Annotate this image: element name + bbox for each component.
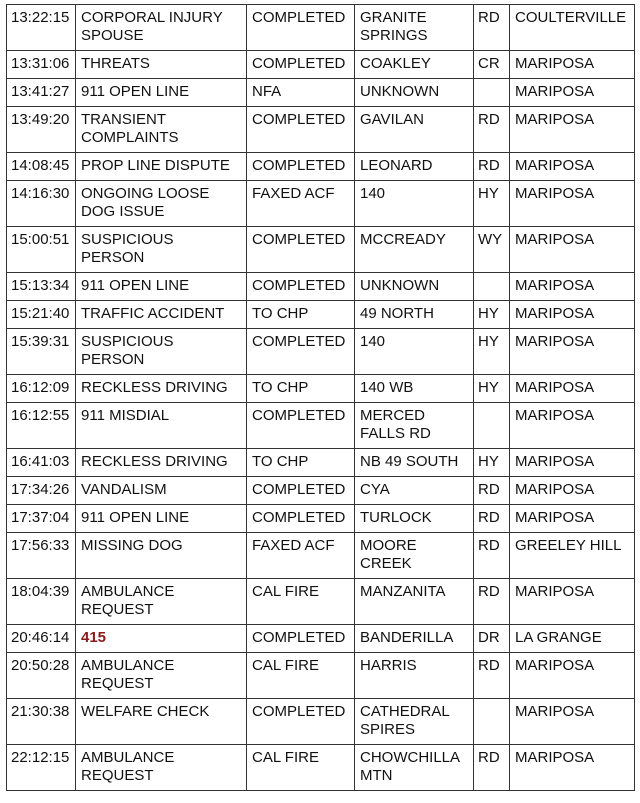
call-time-cell: 14:16:30 xyxy=(7,181,76,227)
street-suffix-cell: HY xyxy=(474,301,510,329)
disposition-cell: TO CHP xyxy=(247,375,355,403)
call-time-cell: 13:22:15 xyxy=(7,5,76,51)
street-cell: BANDERILLA xyxy=(355,625,474,653)
disposition-cell: COMPLETED xyxy=(247,625,355,653)
disposition-cell: COMPLETED xyxy=(247,403,355,449)
call-time-cell: 17:56:33 xyxy=(7,533,76,579)
city-cell: MARIPOSA xyxy=(510,477,635,505)
street-cell: MERCED FALLS RD xyxy=(355,403,474,449)
call-time-cell: 13:41:27 xyxy=(7,79,76,107)
street-suffix-cell: RD xyxy=(474,533,510,579)
table-row xyxy=(7,329,635,375)
street-suffix-cell: RD xyxy=(474,477,510,505)
street-cell: COAKLEY xyxy=(355,51,474,79)
street-suffix-cell: RD xyxy=(474,505,510,533)
street-suffix-cell: RD xyxy=(474,153,510,181)
street-cell: CYA xyxy=(355,477,474,505)
table-row xyxy=(7,625,635,653)
table-row xyxy=(7,273,635,301)
street-suffix-cell xyxy=(474,79,510,107)
call-time-cell: 17:34:26 xyxy=(7,477,76,505)
street-cell: CATHEDRAL SPIRES xyxy=(355,699,474,745)
disposition-cell: COMPLETED xyxy=(247,153,355,181)
street-cell: GRANITE SPRINGS xyxy=(355,5,474,51)
street-cell: NB 49 SOUTH xyxy=(355,449,474,477)
call-log-body xyxy=(7,5,635,791)
street-cell: HARRIS xyxy=(355,653,474,699)
call-type-cell: VANDALISM xyxy=(76,477,247,505)
street-suffix-cell: HY xyxy=(474,329,510,375)
street-cell: 140 WB xyxy=(355,375,474,403)
city-cell: COULTERVILLE xyxy=(510,5,635,51)
call-log-table xyxy=(6,4,635,791)
call-type-cell: THREATS xyxy=(76,51,247,79)
city-cell: MARIPOSA xyxy=(510,653,635,699)
table-row xyxy=(7,107,635,153)
city-cell: LA GRANGE xyxy=(510,625,635,653)
disposition-cell: COMPLETED xyxy=(247,699,355,745)
street-cell: UNKNOWN xyxy=(355,273,474,301)
disposition-cell: TO CHP xyxy=(247,301,355,329)
call-type-cell: PROP LINE DISPUTE xyxy=(76,153,247,181)
table-row xyxy=(7,699,635,745)
city-cell: MARIPOSA xyxy=(510,505,635,533)
street-suffix-cell: WY xyxy=(474,227,510,273)
city-cell: MARIPOSA xyxy=(510,301,635,329)
street-cell: UNKNOWN xyxy=(355,79,474,107)
street-suffix-cell xyxy=(474,273,510,301)
city-cell: MARIPOSA xyxy=(510,403,635,449)
call-time-cell: 14:08:45 xyxy=(7,153,76,181)
disposition-cell: COMPLETED xyxy=(247,107,355,153)
call-type-cell: WELFARE CHECK xyxy=(76,699,247,745)
city-cell: MARIPOSA xyxy=(510,273,635,301)
street-suffix-cell xyxy=(474,403,510,449)
street-suffix-cell: RD xyxy=(474,107,510,153)
city-cell: MARIPOSA xyxy=(510,79,635,107)
disposition-cell: COMPLETED xyxy=(247,505,355,533)
call-type-cell: TRANSIENT COMPLAINTS xyxy=(76,107,247,153)
call-type-cell: RECKLESS DRIVING xyxy=(76,375,247,403)
table-row xyxy=(7,181,635,227)
call-time-cell: 13:31:06 xyxy=(7,51,76,79)
call-type-cell: AMBULANCE REQUEST xyxy=(76,579,247,625)
street-suffix-cell: RD xyxy=(474,579,510,625)
table-row xyxy=(7,79,635,107)
disposition-cell: CAL FIRE xyxy=(247,653,355,699)
table-row xyxy=(7,745,635,791)
disposition-cell: COMPLETED xyxy=(247,51,355,79)
city-cell: MARIPOSA xyxy=(510,153,635,181)
call-time-cell: 17:37:04 xyxy=(7,505,76,533)
call-type-cell: 415 xyxy=(76,625,247,653)
street-cell: MANZANITA xyxy=(355,579,474,625)
call-time-cell: 15:00:51 xyxy=(7,227,76,273)
street-suffix-cell: HY xyxy=(474,375,510,403)
call-type-cell: SUSPICIOUS PERSON xyxy=(76,227,247,273)
city-cell: MARIPOSA xyxy=(510,375,635,403)
disposition-cell: FAXED ACF xyxy=(247,533,355,579)
disposition-cell: TO CHP xyxy=(247,449,355,477)
city-cell: MARIPOSA xyxy=(510,579,635,625)
street-suffix-cell xyxy=(474,699,510,745)
street-cell: CHOWCHILLA MTN xyxy=(355,745,474,791)
street-suffix-cell: RD xyxy=(474,5,510,51)
street-cell: MCCREADY xyxy=(355,227,474,273)
disposition-cell: FAXED ACF xyxy=(247,181,355,227)
street-cell: TURLOCK xyxy=(355,505,474,533)
call-type-cell: 911 MISDIAL xyxy=(76,403,247,449)
call-time-cell: 16:41:03 xyxy=(7,449,76,477)
call-time-cell: 20:50:28 xyxy=(7,653,76,699)
call-time-cell: 20:46:14 xyxy=(7,625,76,653)
street-suffix-cell: HY xyxy=(474,181,510,227)
street-cell: 140 xyxy=(355,181,474,227)
call-type-cell: TRAFFIC ACCIDENT xyxy=(76,301,247,329)
call-time-cell: 16:12:09 xyxy=(7,375,76,403)
city-cell: MARIPOSA xyxy=(510,745,635,791)
city-cell: MARIPOSA xyxy=(510,329,635,375)
street-suffix-cell: HY xyxy=(474,449,510,477)
disposition-cell: COMPLETED xyxy=(247,5,355,51)
city-cell: MARIPOSA xyxy=(510,699,635,745)
city-cell: MARIPOSA xyxy=(510,51,635,79)
table-row xyxy=(7,579,635,625)
table-row xyxy=(7,477,635,505)
street-suffix-cell: RD xyxy=(474,745,510,791)
call-type-cell: ONGOING LOOSE DOG ISSUE xyxy=(76,181,247,227)
city-cell: GREELEY HILL xyxy=(510,533,635,579)
call-type-cell: 911 OPEN LINE xyxy=(76,273,247,301)
table-row xyxy=(7,5,635,51)
table-row xyxy=(7,51,635,79)
call-type-cell: AMBULANCE REQUEST xyxy=(76,745,247,791)
call-time-cell: 18:04:39 xyxy=(7,579,76,625)
table-row xyxy=(7,153,635,181)
street-cell: 140 xyxy=(355,329,474,375)
street-suffix-cell: CR xyxy=(474,51,510,79)
table-row xyxy=(7,301,635,329)
disposition-cell: NFA xyxy=(247,79,355,107)
call-type-cell: AMBULANCE REQUEST xyxy=(76,653,247,699)
table-row xyxy=(7,227,635,273)
call-time-cell: 21:30:38 xyxy=(7,699,76,745)
street-cell: GAVILAN xyxy=(355,107,474,153)
call-type-cell: 911 OPEN LINE xyxy=(76,505,247,533)
call-time-cell: 22:12:15 xyxy=(7,745,76,791)
disposition-cell: COMPLETED xyxy=(247,329,355,375)
call-time-cell: 16:12:55 xyxy=(7,403,76,449)
call-type-cell: CORPORAL INJURY SPOUSE xyxy=(76,5,247,51)
call-type-cell: MISSING DOG xyxy=(76,533,247,579)
table-row xyxy=(7,653,635,699)
street-cell: LEONARD xyxy=(355,153,474,181)
table-row xyxy=(7,375,635,403)
call-time-cell: 15:21:40 xyxy=(7,301,76,329)
call-time-cell: 15:13:34 xyxy=(7,273,76,301)
call-time-cell: 15:39:31 xyxy=(7,329,76,375)
street-suffix-cell: DR xyxy=(474,625,510,653)
city-cell: MARIPOSA xyxy=(510,181,635,227)
street-cell: 49 NORTH xyxy=(355,301,474,329)
disposition-cell: CAL FIRE xyxy=(247,579,355,625)
disposition-cell: COMPLETED xyxy=(247,227,355,273)
call-type-cell: SUSPICIOUS PERSON xyxy=(76,329,247,375)
disposition-cell: CAL FIRE xyxy=(247,745,355,791)
disposition-cell: COMPLETED xyxy=(247,477,355,505)
city-cell: MARIPOSA xyxy=(510,227,635,273)
city-cell: MARIPOSA xyxy=(510,449,635,477)
table-row xyxy=(7,533,635,579)
table-row xyxy=(7,449,635,477)
street-cell: MOORE CREEK xyxy=(355,533,474,579)
disposition-cell: COMPLETED xyxy=(247,273,355,301)
street-suffix-cell: RD xyxy=(474,653,510,699)
table-row xyxy=(7,505,635,533)
call-time-cell: 13:49:20 xyxy=(7,107,76,153)
call-type-cell: RECKLESS DRIVING xyxy=(76,449,247,477)
call-type-cell: 911 OPEN LINE xyxy=(76,79,247,107)
table-row xyxy=(7,403,635,449)
city-cell: MARIPOSA xyxy=(510,107,635,153)
